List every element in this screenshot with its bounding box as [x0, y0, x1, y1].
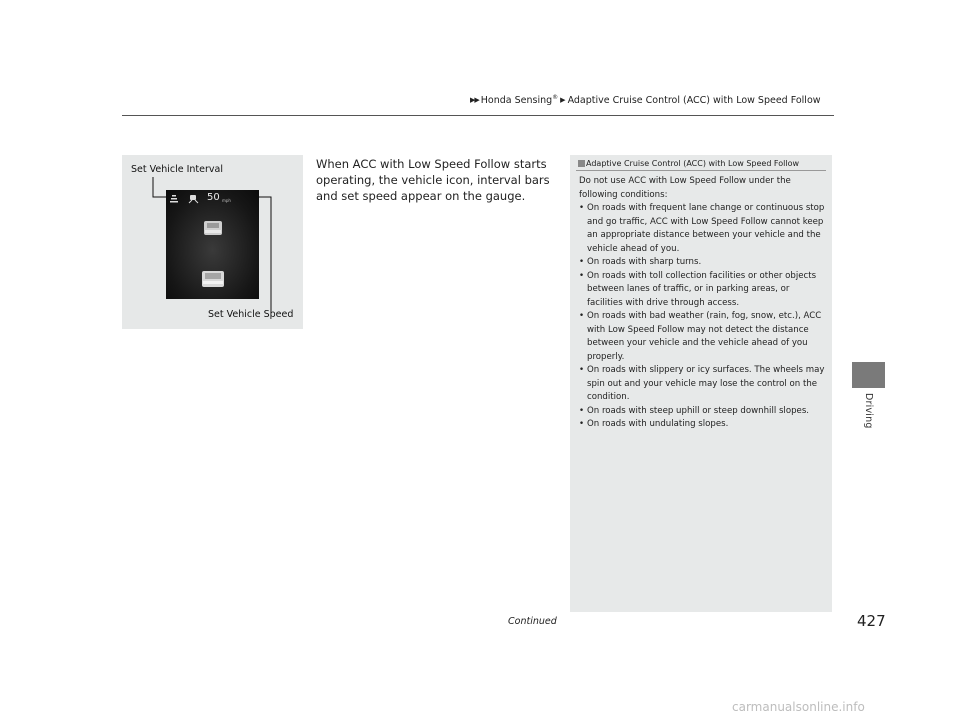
note-intro: Do not use ACC with Low Speed Follow under the following conditions: [579, 176, 791, 200]
list-item: • On roads with frequent lane change or continuous stop and go traffic, ACC with Low Speed Follow cannot keep an appropriate distance between your vehicle and the vehicle ahead of you. [579, 202, 827, 256]
list-item: • On roads with steep uphill or steep downhill slopes. [579, 405, 827, 419]
list-item: • On roads with sharp turns. [579, 256, 827, 270]
breadcrumb-item-acc[interactable]: Adaptive Cruise Control (ACC) with Low Speed Follow [567, 95, 821, 106]
set-speed-value: 50 [207, 192, 220, 203]
page-number: 427 [857, 612, 886, 630]
gauge-display [166, 190, 259, 299]
list-item: • On roads with slippery or icy surfaces. The wheels may spin out and your vehicle may lose the control on the condition. [579, 364, 827, 405]
watermark: carmanualsonline.info [732, 700, 865, 714]
breadcrumb-item-honda-sensing[interactable]: Honda Sensing [480, 95, 553, 106]
body-text: When ACC with Low Speed Follow starts operating, the vehicle icon, interval bars and set speed appear on the gauge. [316, 157, 550, 203]
note-title-rule [576, 170, 826, 171]
gauge-figure [122, 155, 303, 329]
list-item: • On roads with toll collection facilities or other objects between lanes of traffic, or in parking areas, or facilities with drive through access. [579, 270, 827, 311]
double-arrow-icon: ▶▶ [470, 96, 479, 104]
continued-label: Continued [508, 616, 557, 627]
side-note [570, 155, 832, 612]
list-item: • On roads with undulating slopes. [579, 418, 827, 432]
set-vehicle-interval-label: Set Vehicle Interval [131, 164, 223, 175]
speed-unit: mph [222, 198, 231, 203]
registered-mark: ® [552, 94, 559, 101]
vehicle-ahead-car-icon [202, 218, 224, 238]
note-title-text: Adaptive Cruise Control (ACC) with Low Speed Follow [586, 159, 800, 168]
interval-bars-icon [170, 193, 206, 205]
note-list [579, 202, 827, 432]
vehicle-ahead-icon [189, 195, 198, 203]
set-vehicle-speed-label: Set Vehicle Speed [208, 309, 294, 320]
note-marker-icon [578, 160, 585, 167]
list-item: • On roads with bad weather (rain, fog, snow, etc.), ACC with Low Speed Follow may not detect the distance between your vehicle and the vehicle ahead of you properly. [579, 310, 827, 364]
breadcrumb [470, 94, 840, 106]
header-rule [122, 115, 834, 116]
note-body [579, 175, 827, 432]
section-tab-label: Driving [863, 393, 874, 429]
section-tab[interactable] [852, 362, 885, 388]
note-title [578, 159, 799, 168]
own-vehicle-icon [200, 268, 226, 290]
arrow-icon: ▶ [560, 96, 566, 104]
